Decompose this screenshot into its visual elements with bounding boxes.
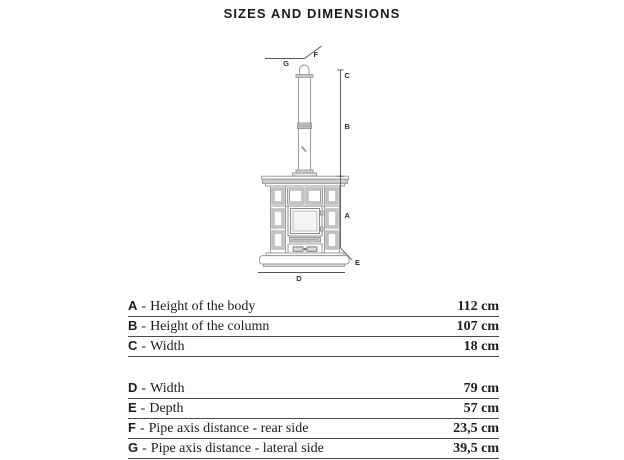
spec-value: 79 cm [463,381,499,396]
upper-spec-table [128,297,499,357]
spec-dash: - [141,339,147,354]
spec-dash: - [142,441,147,456]
spec-letter: E [128,400,137,415]
door-glass [293,211,317,231]
spec-value: 23,5 cm [453,421,499,436]
spec-label: Width [150,339,185,354]
spec-label-cell [128,297,255,316]
spec-label-cell [128,419,308,438]
spec-dash: - [139,421,145,436]
spec-row-e [128,399,499,419]
stove-body [271,186,340,254]
page-title: SIZES AND DIMENSIONS [223,6,401,21]
spec-dash: - [141,299,147,314]
dim-label-g: G [283,59,289,68]
spec-label: Height of the column [150,319,270,334]
dim-label-b: B [344,122,350,131]
dim-label-c: C [344,71,350,80]
dim-label-e: E [355,258,361,267]
spec-dash: - [141,381,147,396]
dim-label-d: D [296,274,302,283]
dim-label-f: F [313,50,319,59]
chimney-pipe [293,65,317,176]
spec-label-cell [128,337,185,356]
vent-right [307,247,317,252]
spec-value: 112 cm [457,299,499,314]
spec-value: 107 cm [456,319,499,334]
stove-door [288,206,323,236]
spec-row-b [128,317,499,337]
dim-label-a: A [344,211,350,220]
base-plinth [260,253,350,266]
spec-row-f [128,419,499,439]
spec-row-c [128,337,499,357]
spec-dash: - [140,401,146,416]
spec-value: 57 cm [463,401,499,416]
spec-row-a [128,297,499,317]
spec-letter: B [128,318,138,333]
spec-label: Width [150,381,185,396]
spec-letter: G [128,440,139,455]
spec-label: Pipe axis distance - rear side [148,421,309,436]
spec-value: 39,5 cm [453,441,499,456]
spec-label-cell [128,399,184,418]
stove-crown [262,176,349,186]
spec-dash: - [141,319,147,334]
spec-label: Pipe axis distance - lateral side [150,441,324,456]
door-hinge-top [321,211,324,215]
pipe-joint-band [298,123,312,129]
spec-label-cell [128,439,324,458]
spec-label-cell [128,379,185,398]
stove-diagram [240,40,380,290]
drawer-knob [304,248,307,251]
ash-drawer [288,244,322,254]
spec-letter: F [128,420,136,435]
pipe-arch [300,65,310,75]
spec-letter: A [128,298,138,313]
door-hinge-bottom [321,227,324,231]
lower-spec-table [128,379,499,459]
spec-row-g [128,439,499,459]
spec-label-cell [128,317,269,336]
handle-rail [290,238,321,243]
spec-row-d [128,379,499,399]
vent-left [293,247,303,252]
spec-value: 18 cm [463,339,499,354]
spec-letter: C [128,338,138,353]
spec-label: Height of the body [150,299,256,314]
spec-label: Depth [149,401,184,416]
spec-letter: D [128,380,138,395]
